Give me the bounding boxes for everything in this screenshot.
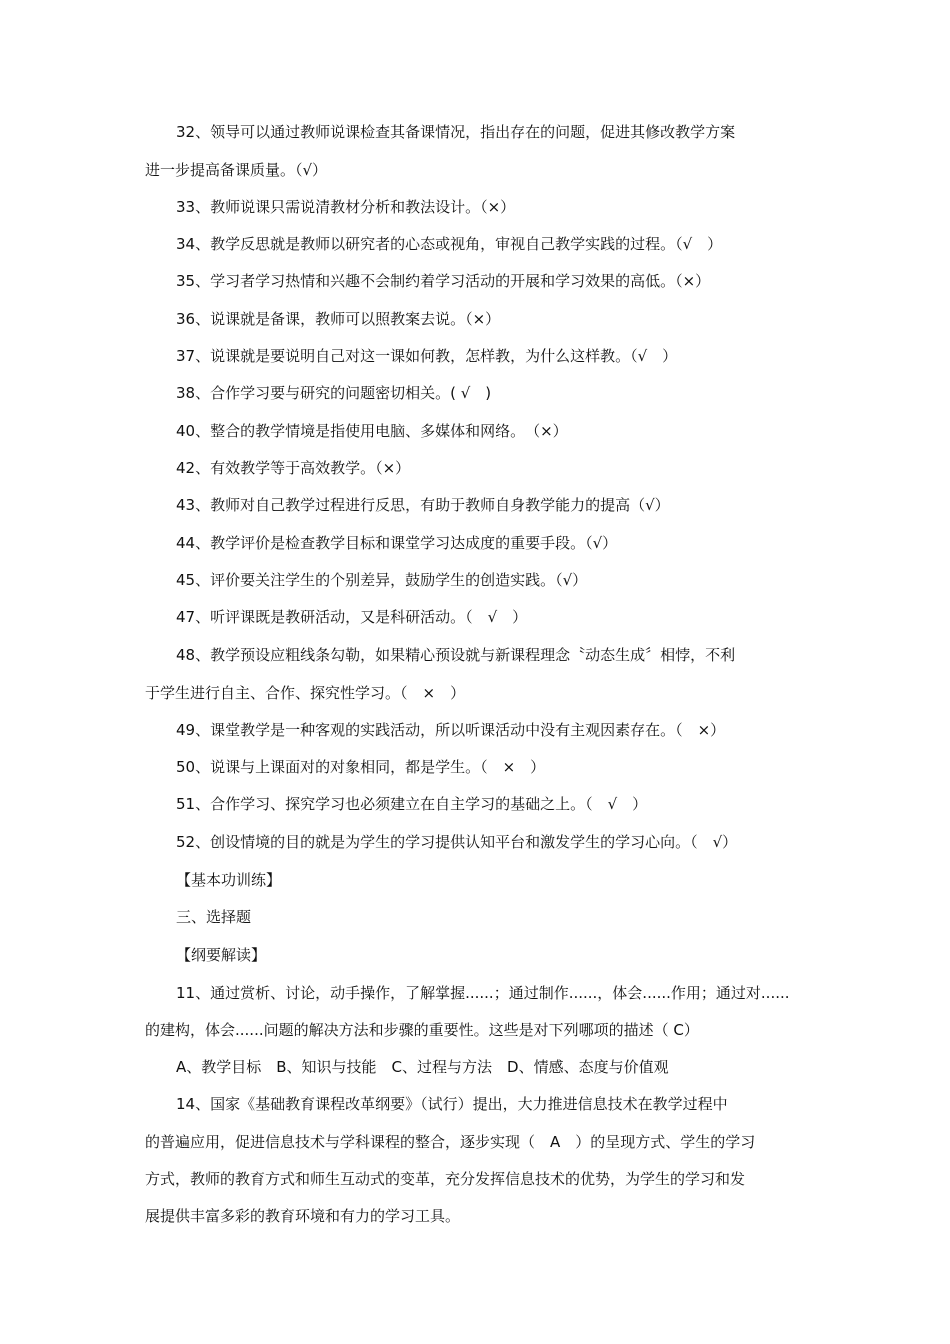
- question-51: 51、合作学习、探究学习也必须建立在自主学习的基础之上。（ √ ）: [176, 795, 648, 813]
- question-11-line-1: 11、通过赏析、讨论，动手操作，了解掌握......；通过制作......，体会......作用；通过对......: [176, 984, 790, 1002]
- question-47: 47、听评课既是教研活动，又是科研活动。（ √ ）: [176, 608, 528, 626]
- question-43: 43、教师对自己教学过程进行反思，有助于教师自身教学能力的提高（√）: [176, 496, 670, 514]
- question-37: 37、说课就是要说明自己对这一课如何教，怎样教，为什么这样教。（√ ）: [176, 347, 678, 365]
- question-14-line-4: 展提供丰富多彩的教育环境和有力的学习工具。: [145, 1207, 461, 1225]
- question-42: 42、有效教学等于高效教学。（×）: [176, 459, 411, 477]
- question-48-line-2: 于学生进行自主、合作、探究性学习。（ × ）: [145, 684, 466, 702]
- section-heading-basic-training: 【基本功训练】: [176, 871, 282, 889]
- question-52: 52、创设情境的目的就是为学生的学习提供认知平台和激发学生的学习心向。（ √）: [176, 833, 738, 851]
- question-14-line-3: 方式，教师的教育方式和师生互动式的变革，充分发挥信息技术的优势，为学生的学习和发: [145, 1170, 746, 1188]
- question-35: 35、学习者学习热情和兴趣不会制约着学习活动的开展和学习效果的高低。（×）: [176, 272, 711, 290]
- question-11-line-2: 的建构，体会......问题的解决方法和步骤的重要性。这些是对下列哪项的描述（ C）: [145, 1021, 699, 1039]
- section-heading-outline-reading: 【纲要解读】: [176, 946, 267, 964]
- question-45: 45、评价要关注学生的个别差异，鼓励学生的创造实践。（√）: [176, 571, 588, 589]
- section-heading-multiple-choice: 三、选择题: [176, 908, 252, 926]
- question-32-line-1: 32、领导可以通过教师说课检查其备课情况，指出存在的问题，促进其修改教学方案: [176, 123, 736, 141]
- question-34: 34、教学反思就是教师以研究者的心态或视角，审视自己教学实践的过程。（√ ）: [176, 235, 723, 253]
- question-40: 40、整合的教学情境是指使用电脑、多媒体和网络。 （×）: [176, 422, 568, 440]
- question-44: 44、教学评价是检查教学目标和课堂学习达成度的重要手段。（√）: [176, 534, 618, 552]
- question-11-options: A、教学目标 B、知识与技能 C、过程与方法 D、情感、态度与价值观: [176, 1058, 669, 1076]
- question-49: 49、课堂教学是一种客观的实践活动，所以听课活动中没有主观因素存在。（ ×）: [176, 721, 726, 739]
- question-14-line-2: 的普遍应用，促进信息技术与学科课程的整合，逐步实现（ A ）的呈现方式、学生的学习: [145, 1133, 756, 1151]
- question-50: 50、说课与上课面对的对象相同，都是学生。（ × ）: [176, 758, 546, 776]
- question-48-line-1: 48、教学预设应粗线条勾勒，如果精心预设就与新课程理念〝动态生成〞相悖，不利: [176, 646, 736, 664]
- question-14-line-1: 14、国家《基础教育课程改革纲要》（试行）提出，大力推进信息技术在教学过程中: [176, 1095, 728, 1113]
- question-32-line-2: 进一步提高备课质量。（√）: [145, 161, 328, 179]
- question-36: 36、说课就是备课，教师可以照教案去说。（×）: [176, 310, 501, 328]
- question-33: 33、教师说课只需说清教材分析和教法设计。（×）: [176, 198, 516, 216]
- question-38: 38、合作学习要与研究的问题密切相关。( √ ): [176, 384, 492, 402]
